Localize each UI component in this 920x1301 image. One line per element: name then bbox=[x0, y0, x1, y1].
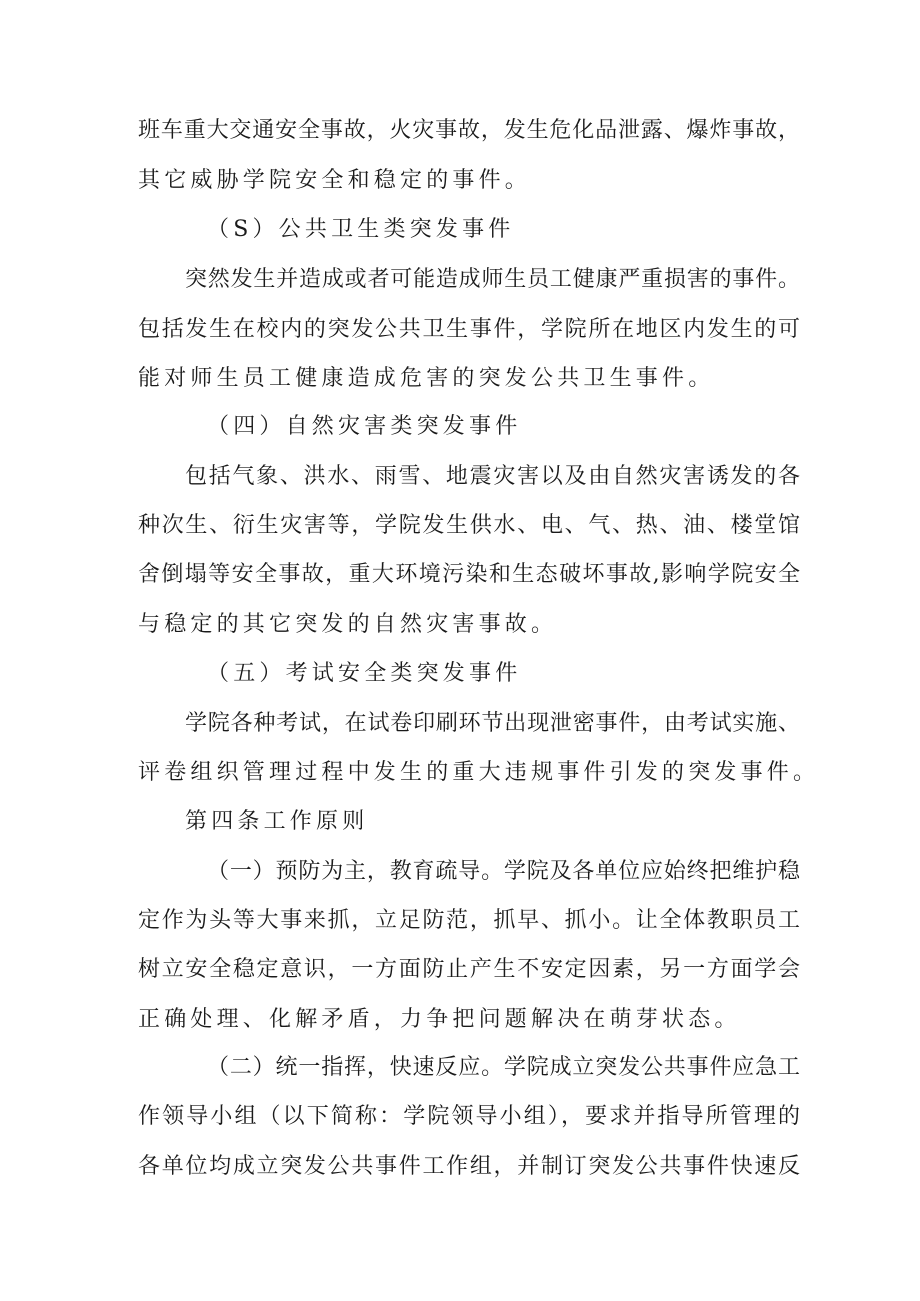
body-text-line: （二）统一指挥，快速反应。学院成立突发公共事件应急工 bbox=[207, 1055, 800, 1080]
body-text-line: 能对师生员工健康造成危害的突发公共卫生事件。 bbox=[138, 366, 715, 391]
body-text-line: 正确处理、化解矛盾，力争把问题解决在萌芽状态。 bbox=[138, 1007, 741, 1032]
body-text-line: 突然发生并造成或者可能造成师生员工健康严重损害的事件。 bbox=[185, 267, 800, 292]
body-text-line: 学院各种考试，在试卷印刷环节出现泄密事件，由考试实施、 bbox=[185, 711, 800, 736]
body-text-line: 树立安全稳定意识，一方面防止产生不安定因素，另一方面学会 bbox=[138, 957, 800, 982]
body-text-line: 种次生、衍生灾害等，学院发生供水、电、气、热、油、楼堂馆 bbox=[138, 513, 800, 538]
section-heading: （S）公共卫生类突发事件 bbox=[207, 217, 515, 242]
body-text-line: 定作为头等大事来抓，立足防范，抓早、抓小。让全体教职员工 bbox=[138, 908, 800, 933]
section-heading: （五）考试安全类突发事件 bbox=[207, 661, 522, 686]
body-text-line: 包括发生在校内的突发公共卫生事件，学院所在地区内发生的可 bbox=[138, 317, 800, 342]
body-text-line: 舍倒塌等安全事故，重大环境污染和生态破坏事故,影响学院安全 bbox=[138, 562, 800, 587]
body-text-line: （一）预防为主，教育疏导。学院及各单位应始终把维护稳 bbox=[207, 859, 800, 884]
article-heading: 第四条工作原则 bbox=[185, 809, 369, 834]
body-text-line: 各单位均成立突发公共事件工作组，并制订突发公共事件快速反 bbox=[138, 1154, 800, 1179]
body-text-line: 包括气象、洪水、雨雪、地震灾害以及由自然灾害诱发的各 bbox=[185, 464, 800, 489]
body-text-line: 班车重大交通安全事故，火灾事故，发生危化品泄露、爆炸事故， bbox=[138, 118, 800, 143]
body-text-line: 作领导小组（以下简称：学院领导小组），要求并指导所管理的 bbox=[138, 1104, 800, 1129]
body-text-line: 其它威胁学院安全和稳定的事件。 bbox=[138, 168, 532, 193]
body-text-line: 评卷组织管理过程中发生的重大违规事件引发的突发事件。 bbox=[138, 760, 820, 785]
body-text-line: 与稳定的其它突发的自然灾害事故。 bbox=[138, 612, 558, 637]
section-heading: （四）自然灾害类突发事件 bbox=[207, 414, 522, 439]
